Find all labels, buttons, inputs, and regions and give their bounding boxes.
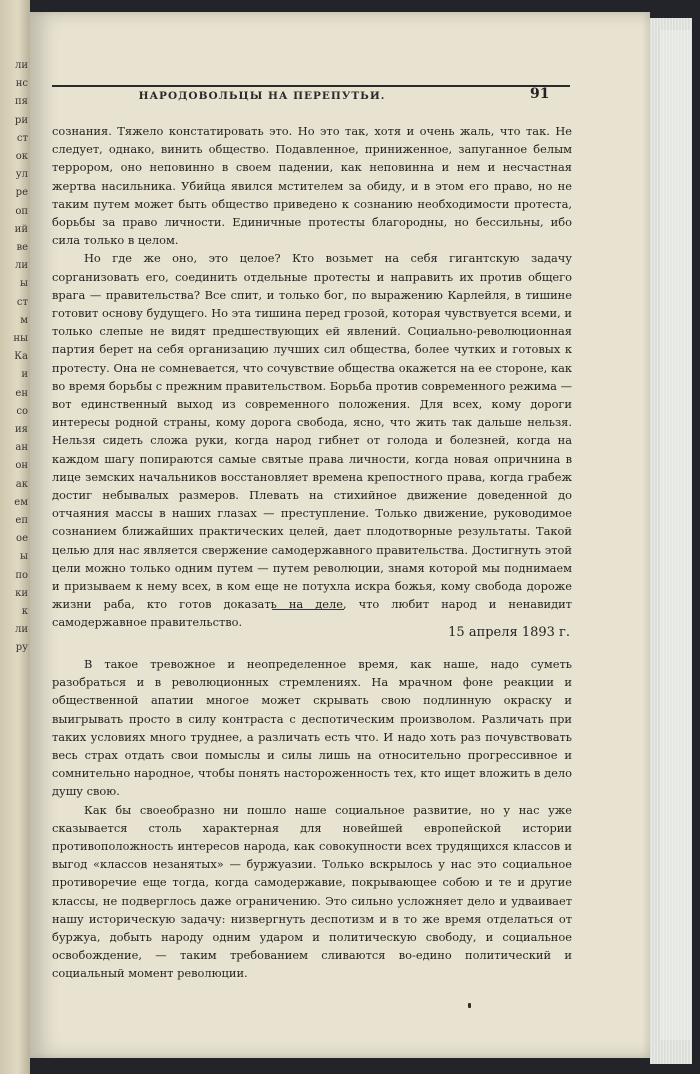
facing-page-fragment: ак (15, 478, 28, 490)
paragraph: В такое тревожное и неопределенное время, как наше, надо суметь разобраться и в революционных стремлениях. На мрачном фоне реакции и общественной апатии многое может скрывать свою подлинную окраску и выигрывать просто в силу контраста с деспотическим произволом. Различать при таких условиях много труднее, а различать есть что. И надо хоть раз почувствовать весь страх отдать свои помыслы и силы лишь на относительно прогрессивное и сомнительно народное, чтобы понять настороженность тех, кто ищет вложить в дело душу свою. (52, 657, 572, 799)
facing-page-fragment: ст (16, 296, 28, 308)
facing-page-fragment: и (21, 369, 28, 381)
facing-page-fragment: ли (14, 260, 28, 272)
date-line: 15 апреля 1893 г. (448, 625, 570, 640)
facing-page-fragment: пя (15, 96, 28, 108)
facing-page-fragment: ы (20, 551, 28, 563)
facing-page-fragment: ли (14, 60, 28, 71)
facing-page-fragment: оп (15, 205, 28, 217)
facing-page-fragment: к (21, 606, 28, 617)
page-stack-highlight (660, 30, 690, 1040)
facing-page-fragment: ру (15, 642, 28, 654)
facing-page-fragment: ри (14, 114, 28, 126)
facing-page-fragment: ок (15, 151, 28, 162)
paragraph: Как бы своеобразно ни пошло наше социальное развитие, но у нас уже сказывается столь характерная для новейшей европейской истории противоположность интересов народа, как совокупности всех трудящихся классов и выгод «классов незанятых» — буржуазии. Только вскрылось у нас это социальное противоречие еще тогда, когда самодержавие, покрывающее собою и те и другие классы, не подверглось даже ограничению. Это сильно усложняет дело и удваивает нашу историческую задачу: низвергнуть деспотизм и в то же время отделаться от буржуа, добыть народу одним ударом и политическую свободу, и социальное освобождение, — таким требованием сливаются во-едино политический и социальный момент революции. (52, 802, 572, 981)
facing-page-fragment: ем (14, 496, 28, 508)
facing-page-fragment: м (20, 314, 28, 326)
facing-page-fragment: со (16, 405, 28, 417)
paper-speck (468, 1003, 471, 1008)
facing-page-fragment: он (15, 460, 28, 472)
facing-page-fragment: ве (16, 242, 28, 253)
facing-page-fragment: еп (15, 515, 28, 526)
paragraph: Но где же оно, это целое? Кто возьмет на себя гигантскую задачу сорганизовать его, соединить отдельные протесты и направить их против общего врага — правительства? Все спит, и только бог, по выражению Карлейля, в тишине готовит основу будущего. Но эта тишина перед грозой, которая чувствуется всеми, и только слепые не видят предшествующих ей явлений. Социально-революционная партия берет на себя организацию лучших сил общества, более чутких и готовых к протесту. Она не сомневается, что сочувствие общества окажется на ее стороне, как во время борьбы с прежним правительством. Борьба против современного режима — вот единственный выход из современного положения. Для всех, кому дороги интересы родной страны, кому дорога свобода, ясно, что жить так дальше нельзя. Нельзя сидеть сложа руки, когда народ гибнет от голода и болезней, когда на каждом шагу попираются самые святые права личности, когда новая опричнина в лице земских начальников восстановляет времена крепостного права, когда грабеж достиг небывалых размеров. Плевать на стихийное движение доведенной до отчаяния массы в наших глазах — преступление. Только движение, руководимое сознанием ближайших практических целей, дает плодотворные результаты. Такой целью для нас является свержение самодержавного правительства. Достигнуть этой цели можно только одним путем — путем революции, знамя которой мы поднимаем и призываем к нему всех, в ком еще не потухла искра божья, кому свобода дороже жизни раба, кто готов доказать на деле, что любит народ и ненавидит самодержавное правительство. (52, 251, 572, 630)
header-rule (52, 85, 570, 87)
facing-page-fragment: ре (15, 187, 28, 199)
facing-page-fragment: ст (16, 132, 28, 144)
section-separator (272, 609, 344, 610)
facing-page-fragment: ы (20, 278, 28, 290)
facing-page-edge (0, 0, 30, 1074)
text-block-2 (52, 655, 572, 983)
facing-page-fragment: ул (15, 169, 28, 181)
text-block-1 (52, 122, 572, 632)
facing-page-fragment: ий (14, 223, 28, 235)
page-number: 91 (530, 86, 550, 102)
facing-page-fragment: ен (15, 387, 28, 399)
paragraph: сознания. Тяжело констатировать это. Но это так, хотя и очень жаль, что так. Не следует, однако, винить общество. Подавленное, приниженное, запуганное белым террором, оно неповинно в своем падении, как неповинна и нем и несчастная жертва насильника. Убийца явился мстителем за обиду, и в этом его право, но не таким путем может быть общество приведено к сознанию необходимости протеста, борьбы за право личности. Единичные протесты благородны, но бессильны, ибо сила только в целом. (52, 124, 572, 248)
facing-page-fragment: ли (14, 624, 28, 636)
facing-page-fragment: ны (13, 333, 28, 344)
facing-page-fragment: ое (16, 533, 28, 545)
facing-page-fragment: по (15, 569, 28, 581)
facing-page-fragment: ан (15, 442, 28, 454)
facing-page-fragment: нс (15, 78, 28, 90)
facing-page-fragment: Ка (14, 351, 28, 363)
running-head: НАРОДОВОЛЬЦЫ НА ПЕРЕПУТЬИ. (138, 90, 386, 102)
facing-page-fragment: ки (15, 587, 28, 599)
facing-page-fragment: ия (15, 424, 28, 435)
